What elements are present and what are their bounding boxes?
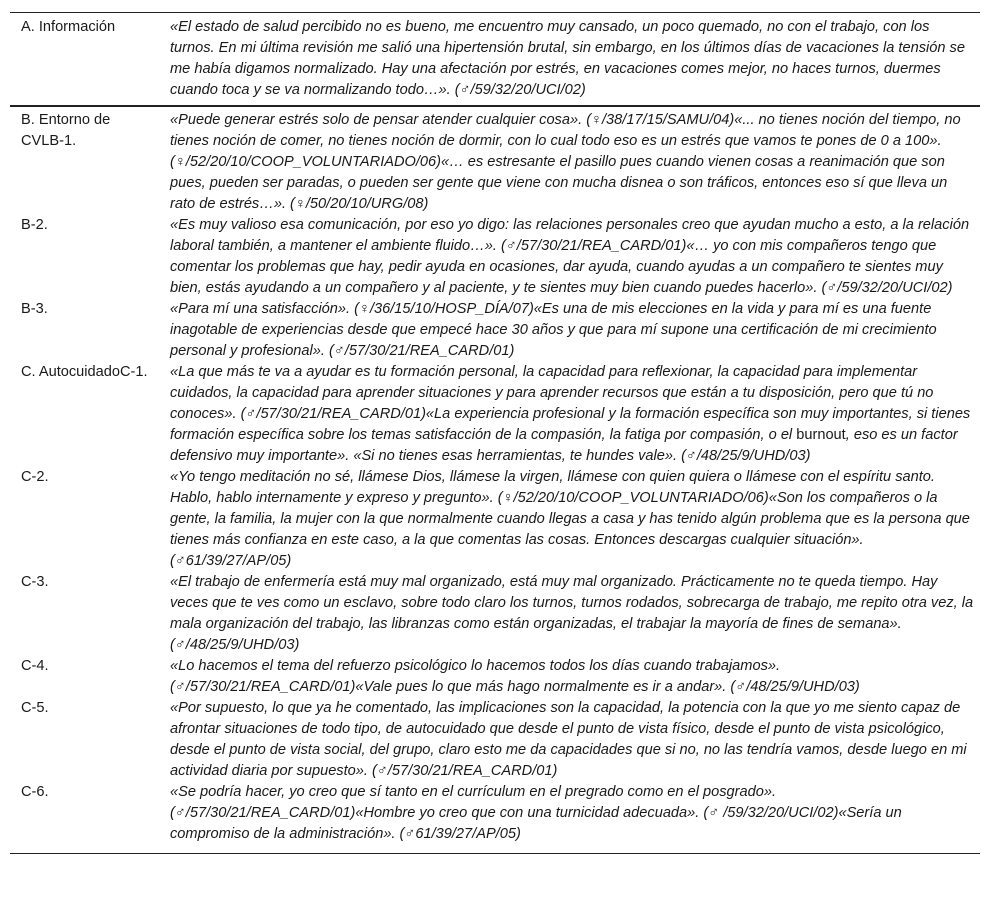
row-label: C-3. (21, 574, 49, 590)
row-label: B-3. (21, 301, 48, 317)
quote-text: «Por supuesto, lo que ya he comentado, las implicaciones son la capacidad, la potencia con la que yo me siento capaz de afrontar situaciones de todo tipo, de autocuidado que desde el punto de vista físico, desde el punto de vista psicológico, desde el punto de vista social, del grupo, claro esto me da capacidades que si no, no las tendría vamos, desde luego en mi actividad diaria por supuesto». (♂/57/30/21/REA_CARD/01) (170, 700, 967, 779)
row-label: B. Entorno de CVLB-1. (21, 112, 111, 149)
quote-text: «Lo hacemos el tema del refuerzo psicológico lo hacemos todos los días cuando trabajamos». (♂/57/30/21/REA_CARD/01)«Vale pues lo que más hago normalmente es ir a andar». (♂/48/25/9/UHD/03) (170, 658, 860, 695)
row-label: C-6. (10, 782, 159, 854)
row-quote (159, 698, 980, 782)
table-row (10, 215, 980, 299)
quote-text: «El estado de salud percibido no es bueno, me encuentro muy cansado, un poco quemado, no con el trabajo, con los turnos. En mi última revisión me salió una hipertensión brutal, sin embargo, en los últimos días de vacaciones la tensión se me había digamos normalizado. Hay una afectación por estrés, en vacaciones comes mejor, no haces turnos, duermes cuando toca y se va normalizando todo…». (♂/59/32/20/UCI/02) (170, 19, 965, 98)
table-row (10, 106, 980, 215)
row-label: C-4. (21, 658, 49, 674)
row-label: B-2. (21, 217, 48, 233)
row-quote (159, 362, 980, 467)
quote-text: «Puede generar estrés solo de pensar atender cualquier cosa». (♀/38/17/15/SAMU/04)«... no tienes noción del tiempo, no tienes noción de comer, no tienes noción de dormir, con lo cual todo eso es un estrés que vamos te pones de 0 a 100». (♀/52/20/10/COOP_VOLUNTARIADO/06)«… es estresante el pasillo pues cuando vienen cosas a reanimación que son pues, pueden ser paradas, o pueden ser gente que viene con mucha disnea o son tráficos, entonces eso sí que lleva un rato de estrés…». (♀/50/20/10/URG/08) (170, 112, 961, 212)
table-row (10, 467, 980, 572)
row-label: C-5. (21, 700, 49, 716)
quote-text: «El trabajo de enfermería está muy mal organizado, está muy mal organizado. Prácticamente no te queda tiempo. Hay veces que te ves como un esclavo, sobre todo claro los turnos, turnos rodados, sobrecarga de trabajo, me repito otra vez, la mala organización del trabajo, las libranzas como están organizadas, el trabajar la mayoría de fines de semana». (♂/48/25/9/UHD/03) (170, 574, 974, 653)
row-quote (159, 467, 980, 572)
row-quote (159, 299, 980, 362)
table-row (10, 656, 980, 698)
row-label: C-2. (21, 469, 49, 485)
quote-term: burnout (796, 427, 846, 443)
table-row (10, 362, 980, 467)
row-label: A. Información (10, 13, 159, 107)
quote-text: , eso es un factor defensivo muy importante». «Si no tienes esas herramientas, te hundes vale». (♂/48/25/9/UHD/03) (170, 427, 958, 464)
quote-text: «Se podría hacer, yo creo que sí tanto en el currículum en el pregrado como en el posgrado». (♂/57/30/21/REA_CARD/01)«Hombre yo creo que con una turnicidad adecuada». (♂ /59/32/20/UCI/02)«Sería un compromiso de la administración». (♂61/39/27/AP/05) (170, 784, 902, 842)
table-row (10, 698, 980, 782)
quote-text: «Yo tengo meditación no sé, llámese Dios, llámese la virgen, llámese con quien quiera o llámese con el espíritu santo. Hablo, hablo internamente y expreso y pregunto». (♀/52/20/10/COOP_VOLUNTARIADO/06)«Son los compañeros o la gente, la familia, la mujer con la que normalmente cuando llegas a casa y has tenido algún problema que es la persona que tienes más confianza en este caso, a la que comentas las cosas. Entonces descargas cualquier situación». (♂61/39/27/AP/05) (170, 469, 970, 569)
row-quote (159, 106, 980, 215)
row-quote (159, 656, 980, 698)
row-quote (159, 572, 980, 656)
table-row (10, 13, 980, 107)
row-label: C. AutocuidadoC-1. (21, 364, 148, 380)
quote-text: «Para mí una satisfacción». (♀/36/15/10/HOSP_DÍA/07)«Es una de mis elecciones en la vida y para mí es una fuente inagotable de experiencias desde que empecé hace 30 años y que para mí supone una certificación de mi crecimiento personal y profesional». (♂/57/30/21/REA_CARD/01) (170, 301, 937, 359)
table-row (10, 299, 980, 362)
table-row (10, 782, 980, 854)
row-quote (159, 782, 980, 854)
row-quote (159, 215, 980, 299)
quotes-table (10, 12, 980, 854)
row-quote (159, 13, 980, 107)
table-row (10, 572, 980, 656)
quote-text: «La que más te va a ayudar es tu formación personal, la capacidad para reflexionar, la capacidad para implementar cuidados, la capacidad para aprender situaciones y para aprender recursos que están a tu disposición, pero que tú no conoces». (♂/57/30/21/REA_CARD/01)«La experiencia profesional y la formación específica son muy importantes, si tienes formación específica sobre los temas satisfacción de la compasión, la fatiga por compasión, o el (170, 364, 971, 443)
quotes-table-body (10, 13, 980, 854)
quote-text: «Es muy valioso esa comunicación, por eso yo digo: las relaciones personales creo que ayudan mucho a esto, a la relación laboral también, a mantener el ambiente fluido…». (♂/57/30/21/REA_CARD/01)«… yo con mis compañeros tengo que comentar los problemas que hay, pedir ayuda en ocasiones, dar ayuda, cuando ayudas a un compañero te sientes muy bien, estás ayudando a un compañero y al paciente, y te sientes muy bien cuando puedes hacerlo». (♂/59/32/20/UCI/02) (170, 217, 970, 296)
